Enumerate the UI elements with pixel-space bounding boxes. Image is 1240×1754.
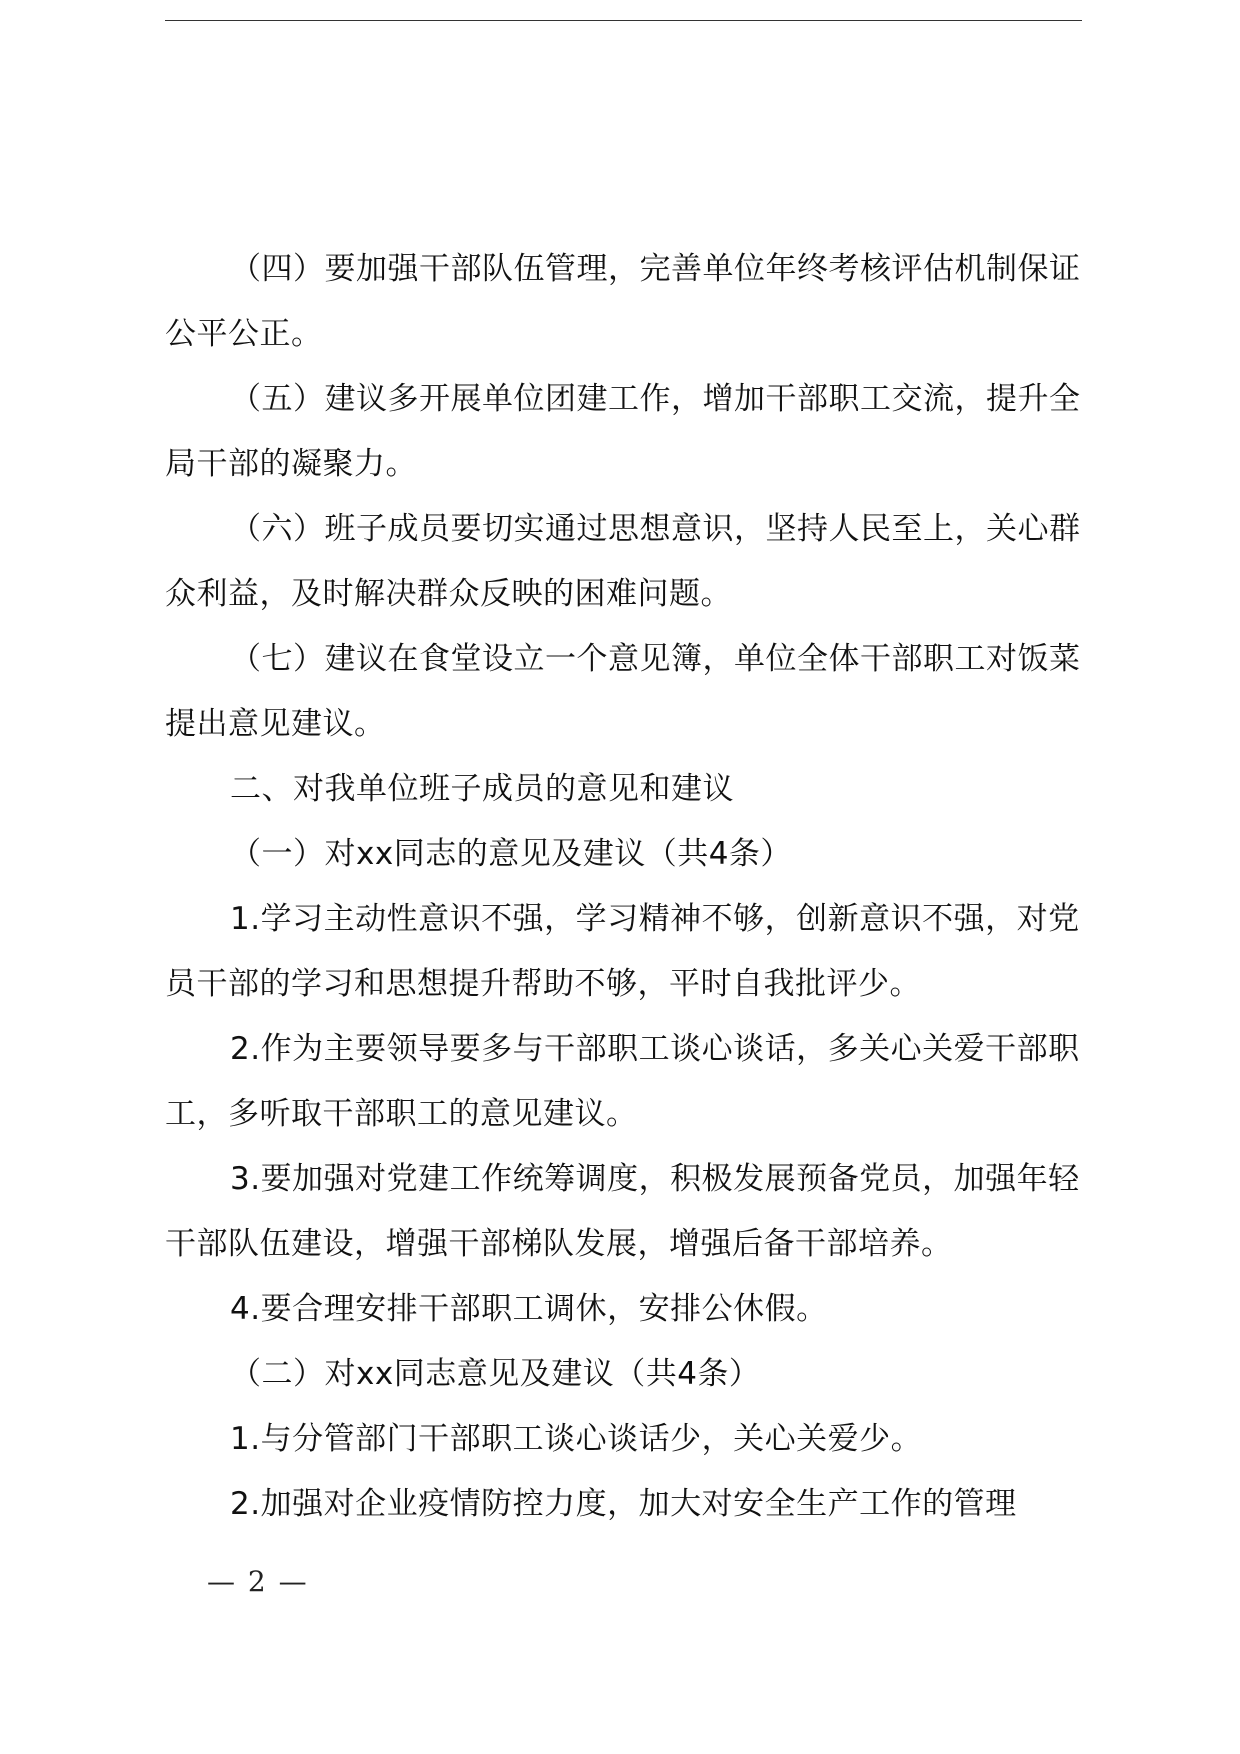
list-item: 4.要合理安排干部职工调休，安排公休假。 <box>230 1291 828 1327</box>
subsection-heading-1: （一）对xx同志的意见及建议（共4条） <box>230 836 792 872</box>
list-item: 2.作为主要领导要多与干部职工谈心谈话，多关心关爱干部职工，多听取干部职工的意见建议。 <box>165 1031 1080 1132</box>
list-item: 1.与分管部门干部职工谈心谈话少，关心关爱少。 <box>230 1421 923 1457</box>
header-rule <box>165 20 1082 21</box>
paragraph-4: （四）要加强干部队伍管理，完善单位年终考核评估机制保证公平公正。 <box>165 251 1081 352</box>
paragraph-6: （六）班子成员要切实通过思想意识，坚持人民至上，关心群众利益，及时解决群众反映的困难问题。 <box>165 511 1081 612</box>
list-item: 3.要加强对党建工作统筹调度，积极发展预备党员，加强年轻干部队伍建设，增强干部梯队发展，增强后备干部培养。 <box>165 1161 1080 1262</box>
paragraph-5: （五）建议多开展单位团建工作，增加干部职工交流，提升全局干部的凝聚力。 <box>165 381 1081 482</box>
list-item: 2.加强对企业疫情防控力度，加大对安全生产工作的管理 <box>230 1486 1017 1522</box>
paragraph-7: （七）建议在食堂设立一个意见簿，单位全体干部职工对饭菜提出意见建议。 <box>165 641 1081 742</box>
page-number: — 2 — <box>207 1565 309 1598</box>
document-body <box>165 237 1085 1537</box>
list-item: 1.学习主动性意识不强，学习精神不够，创新意识不强，对党员干部的学习和思想提升帮助不够，平时自我批评少。 <box>165 901 1080 1002</box>
section-heading-2: 二、对我单位班子成员的意见和建议 <box>230 771 734 807</box>
subsection-heading-2: （二）对xx同志意见及建议（共4条） <box>230 1356 761 1392</box>
